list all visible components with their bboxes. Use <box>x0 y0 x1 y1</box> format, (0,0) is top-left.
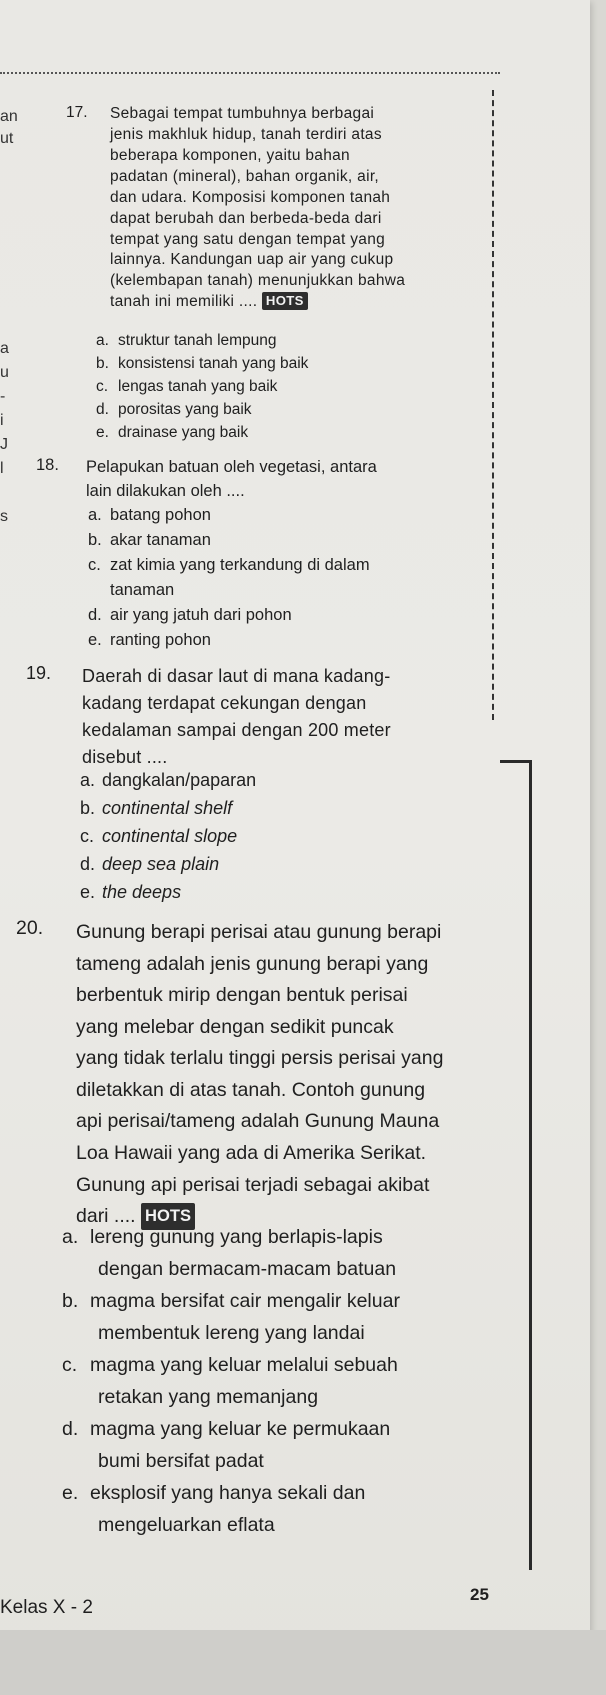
margin-fragment: J <box>0 436 8 453</box>
question-text <box>86 456 486 504</box>
question-number: 17. <box>66 104 88 121</box>
question-line: Daerah di dasar laut di mana kadang- <box>82 666 391 686</box>
decorative-frame-line <box>529 760 532 1570</box>
decorative-dotted-rule <box>0 72 500 86</box>
question-line: dan udara. Komposisi komponen tanah <box>110 188 391 206</box>
question-text <box>76 917 516 1233</box>
option-d: d. magma yang keluar ke permukaan <box>62 1418 391 1440</box>
option-e: e. eksplosif yang hanya sekali dan <box>62 1482 366 1504</box>
question-text <box>82 663 502 771</box>
question-line: jenis makhluk hidup, tanah terdiri atas <box>110 125 382 143</box>
question-line: tameng adalah jenis gunung berapi yang <box>76 952 429 975</box>
option-a: a. lereng gunung yang berlapis-lapis <box>62 1226 383 1248</box>
page-number: 25 <box>470 1585 489 1604</box>
background-surface <box>0 1630 606 1695</box>
option-d: d. air yang jatuh dari pohon <box>88 606 292 624</box>
margin-fragment: - <box>0 388 6 405</box>
option-c: c. lengas tanah yang baik <box>96 378 278 395</box>
question-line: kedalaman sampai dengan 200 meter <box>82 720 391 740</box>
question-number: 20. <box>16 917 44 939</box>
option-a: a. struktur tanah lempung <box>96 332 277 349</box>
question-line: api perisai/tameng adalah Gunung Mauna <box>76 1110 440 1133</box>
question-line: lainnya. Kandungan uap air yang cukup <box>110 251 394 269</box>
option-a: a. batang pohon <box>88 506 211 524</box>
option-c: c. zat kimia yang terkandung di dalam <box>88 556 370 574</box>
option-c: c. magma yang keluar melalui sebuah <box>62 1354 398 1376</box>
option-b-continuation: membentuk lereng yang landai <box>98 1322 365 1344</box>
option-e: e. ranting pohon <box>88 631 211 649</box>
option-d: d. porositas yang baik <box>96 401 252 418</box>
question-line: (kelembapan tanah) menunjukkan bahwa <box>110 272 406 290</box>
question-line: Gunung api perisai terjadi sebagai akibat <box>76 1173 430 1196</box>
question-number: 18. <box>36 456 59 474</box>
option-c: c. continental slope <box>80 826 238 846</box>
question-line: lain dilakukan oleh .... <box>86 481 245 500</box>
footer-class-label: Kelas X - 2 <box>0 1597 93 1618</box>
option-a: a. dangkalan/paparan <box>80 770 257 790</box>
option-c-continuation: retakan yang memanjang <box>98 1386 319 1408</box>
question-line: beberapa komponen, yaitu bahan <box>110 146 350 164</box>
margin-fragment: ut <box>0 130 14 147</box>
margin-fragment: l <box>0 460 4 477</box>
question-line <box>110 292 490 313</box>
option-c-continuation: tanaman <box>110 581 175 599</box>
hots-badge: HOTS <box>141 1203 195 1230</box>
option-b: b. konsistensi tanah yang baik <box>96 355 309 372</box>
hots-badge: HOTS <box>262 292 308 310</box>
question-line-text: tanah ini memiliki .... <box>110 293 258 311</box>
option-e: e. drainase yang baik <box>96 424 249 441</box>
question-line: dapat berubah dan berbeda-beda dari <box>110 209 382 227</box>
margin-fragment: a <box>0 340 9 357</box>
question-line: disebut .... <box>82 747 168 767</box>
margin-fragment: i <box>0 412 4 429</box>
option-e: e. the deeps <box>80 882 182 902</box>
decorative-binding-rail <box>492 90 500 720</box>
question-line: Gunung berapi perisai atau gunung berapi <box>76 921 442 943</box>
margin-fragment: an <box>0 108 18 125</box>
question-line: tempat yang satu dengan tempat yang <box>110 230 386 248</box>
question-line: berbentuk mirip dengan bentuk perisai <box>76 984 408 1007</box>
question-line-text: dari .... <box>76 1205 136 1228</box>
option-b: b. magma bersifat cair mengalir keluar <box>62 1290 400 1312</box>
question-line: Pelapukan batuan oleh vegetasi, antara <box>86 458 377 476</box>
question-line: diletakkan di atas tanah. Contoh gunung <box>76 1078 426 1101</box>
margin-fragment: u <box>0 364 9 381</box>
decorative-frame-top <box>500 760 530 763</box>
option-d: d. deep sea plain <box>80 854 220 874</box>
option-b: b. akar tanaman <box>88 531 211 549</box>
option-d-continuation: bumi bersifat padat <box>98 1450 264 1472</box>
question-line: kadang terdapat cekungan dengan <box>82 693 367 713</box>
question-line: yang melebar dengan sedikit puncak <box>76 1015 394 1038</box>
margin-fragment: s <box>0 508 8 525</box>
option-e-continuation: mengeluarkan eflata <box>98 1514 275 1536</box>
question-line: yang tidak terlalu tinggi persis perisai yang <box>76 1047 444 1070</box>
question-line: Sebagai tempat tumbuhnya berbagai <box>110 105 375 122</box>
question-number: 19. <box>26 663 52 683</box>
question-line: Loa Hawaii yang ada di Amerika Serikat. <box>76 1142 427 1165</box>
question-text <box>110 104 490 313</box>
question-line: padatan (mineral), bahan organik, air, <box>110 167 380 185</box>
option-a-continuation: dengan bermacam-macam batuan <box>98 1258 397 1280</box>
option-b: b. continental shelf <box>80 798 233 818</box>
